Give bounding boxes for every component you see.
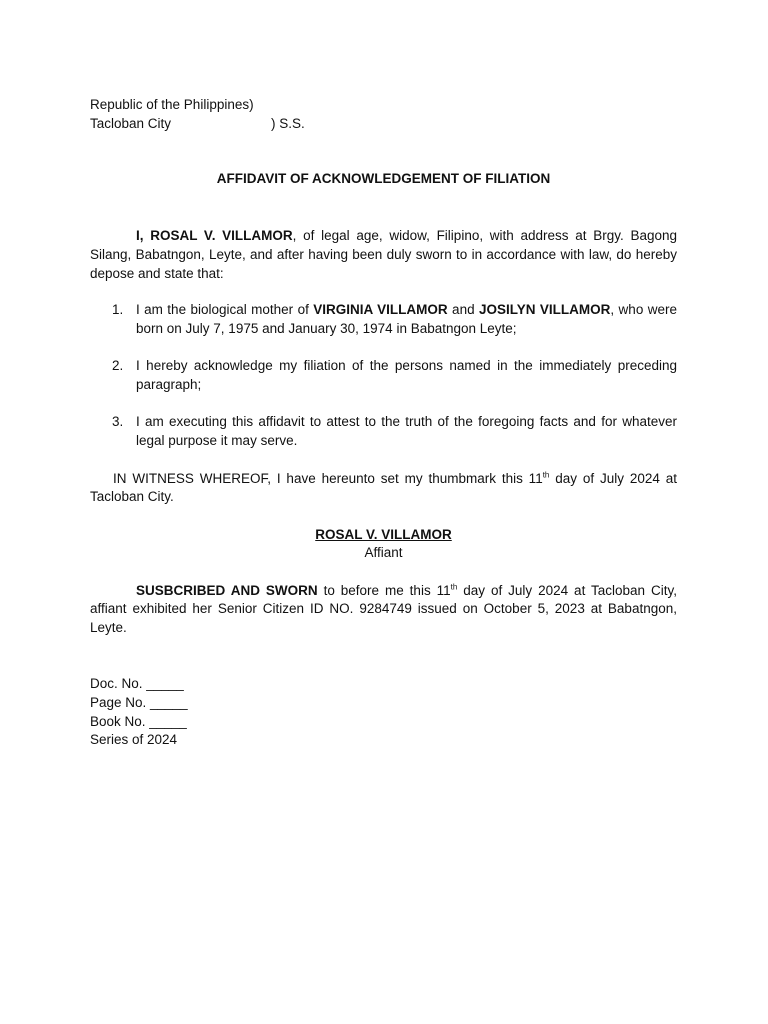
item-text: and <box>447 302 479 318</box>
statement-item-3 <box>90 413 677 450</box>
item-number: 3. <box>112 414 124 430</box>
book-no: Book No. _____ <box>90 713 187 729</box>
witness-paragraph <box>90 470 677 507</box>
affiant-name-intro: I, ROSAL V. VILLAMOR <box>136 228 293 244</box>
series-year: Series of 2024 <box>90 732 178 748</box>
page-no: Page No. _____ <box>90 694 188 710</box>
venue-city-line <box>90 115 677 134</box>
document-title: AFFIDAVIT OF ACKNOWLEDGEMENT OF FILIATION <box>216 171 551 187</box>
venue-ss: ) S.S. <box>271 115 305 131</box>
item-text: I am executing this affidavit to attest to the truth of the foregoing facts and for whatever legal purpose it may serve. <box>136 414 677 449</box>
jurat-text: to before me this 11 <box>317 582 451 598</box>
affiant-signature-name: ROSAL V. VILLAMOR <box>315 526 452 542</box>
affidavit-page <box>90 96 677 750</box>
item-text: I hereby acknowledge my filiation of the persons named in the immediately preceding paragraph; <box>136 358 677 393</box>
child-name-1: VIRGINIA VILLAMOR <box>313 302 448 318</box>
notarial-register-block <box>90 675 677 750</box>
statement-list <box>90 301 677 451</box>
item-number: 2. <box>112 358 124 374</box>
affiant-role: Affiant <box>364 545 403 561</box>
intro-paragraph <box>90 227 677 283</box>
jurat-heading: SUSBCRIBED AND SWORN <box>136 582 318 598</box>
item-text: , who were born on July 7, 1975 and January 30, 1974 in Babatngon Leyte; <box>136 302 677 336</box>
jurat-paragraph <box>90 582 677 638</box>
venue-block <box>90 96 677 133</box>
witness-text: IN WITNESS WHEREOF, I have hereunto set my thumbmark this 11 <box>113 470 543 486</box>
venue-city: Tacloban City <box>90 115 172 131</box>
intro-text: , of legal age, widow, Filipino, with address at Brgy. Bagong Silang, Babatngon, Leyte, and after having been duly sworn to in accordance with law, do hereby depose and state that: <box>90 228 677 281</box>
item-number: 1. <box>112 302 124 318</box>
statement-item-1 <box>90 301 677 338</box>
statement-item-2 <box>90 357 677 394</box>
ordinal-suffix: th <box>450 582 458 592</box>
child-name-2: JOSILYN VILLAMOR <box>478 302 611 318</box>
ordinal-suffix: th <box>542 470 550 479</box>
witness-text: day of July 2024 at Tacloban City. <box>90 470 677 505</box>
doc-no: Doc. No. _____ <box>90 676 184 692</box>
venue-country: Republic of the Philippines) <box>90 97 254 112</box>
jurat-text: day of July 2024 at Tacloban City, affiant exhibited her Senior Citizen ID NO. 9284749 issued on October 5, 2023 at Babatngon, Leyte. <box>90 582 677 636</box>
signature-block <box>90 526 677 563</box>
item-text: I am the biological mother of <box>136 302 314 318</box>
